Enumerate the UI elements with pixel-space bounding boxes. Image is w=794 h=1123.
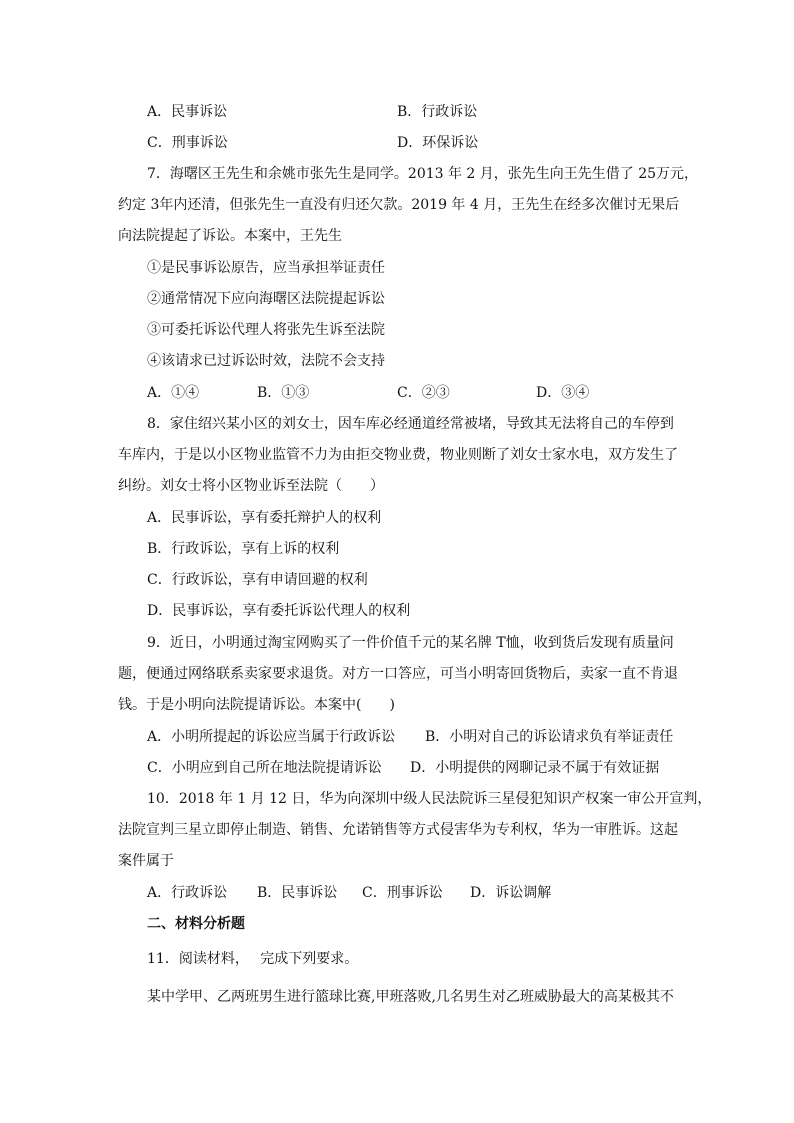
q9-option-c: C．小明应到自己所在地法院提请诉讼 <box>147 760 382 776</box>
q9-option-d: D．小明提供的网聊记录不属于有效证据 <box>410 760 660 776</box>
q10-stem-line: 案件属于 <box>118 853 174 869</box>
q10-stem-line: 法院宣判三星立即停止制造、销售、允诺销售等方式侵害华为专利权，华为一审胜诉。这起 <box>118 822 678 838</box>
q9-option-b: B．小明对自己的诉讼请求负有举证责任 <box>425 729 674 745</box>
q10-option-b: B．民事诉讼 <box>257 885 338 901</box>
q8-stem-line: 8．家住绍兴某小区的刘女士，因车库必经通道经常被堵，导致其无法将自己的车停到 <box>147 416 674 432</box>
q7-stem-line: 向法院提起了诉讼。本案中，王先生 <box>118 228 342 244</box>
q8-option-b: B．行政诉讼，享有上诉的权利 <box>147 541 340 557</box>
q10-option-c: C．刑事诉讼 <box>362 885 443 901</box>
q10-option-a: A．行政诉讼 <box>147 885 228 901</box>
q10-option-d: D．诉讼调解 <box>470 885 552 901</box>
q7-option-a: A．①④ <box>147 385 200 401</box>
q9-stem-line: 题，便通过网络联系卖家要求退货。对方一口答应，可当小明寄回货物后，卖家一直不肯退 <box>118 666 678 682</box>
q6-option-c: C．刑事诉讼 <box>147 135 228 151</box>
q11-material-line: 某中学甲、乙两班男生进行篮球比赛,甲班落败,几名男生对乙班威胁最大的高某极其不 <box>147 989 674 1005</box>
q7-item: ④该请求已过诉讼时效，法院不会支持 <box>147 353 385 369</box>
q7-item: ②通常情况下应向海曙区法院提起诉讼 <box>147 291 385 307</box>
q9-stem-line: 9．近日，小明通过淘宝网购买了一件价值千元的某名牌 T恤，收到货后发现有质量问 <box>147 635 674 651</box>
q9-stem-line: 钱。于是小明向法院提请诉讼。本案中( ) <box>118 697 395 713</box>
q7-option-c: C．②③ <box>397 385 450 401</box>
q10-stem-line: 10．2018 年 1 月 12 日，华为向深圳中级人民法院诉三星侵犯知识产权案一审公开宣判， <box>147 791 712 807</box>
q7-option-b: B．①③ <box>257 385 310 401</box>
q7-option-d: D．③④ <box>536 385 590 401</box>
q8-option-c: C．行政诉讼，享有申请回避的权利 <box>147 572 368 588</box>
q11-prompt: 11．阅读材料， 完成下列要求。 <box>147 951 359 967</box>
q6-option-d: D．环保诉讼 <box>397 135 479 151</box>
q6-option-a: A．民事诉讼 <box>147 104 228 120</box>
q9-option-a: A．小明所提起的诉讼应当属于行政诉讼 <box>147 729 396 745</box>
q7-stem-line: 7．海曙区王先生和余姚市张先生是同学。2013 年 2 月，张先生向王先生借了 25万元， <box>147 166 699 182</box>
section-heading: 二、材料分析题 <box>147 916 245 932</box>
q8-stem-line: 车库内，于是以小区物业监管不力为由拒交物业费，物业则断了刘女士家水电，双方发生了 <box>118 447 678 463</box>
q6-option-b: B．行政诉讼 <box>397 104 478 120</box>
q8-option-a: A．民事诉讼，享有委托辩护人的权利 <box>147 510 382 526</box>
q7-stem-line: 约定 3年内还清，但张先生一直没有归还欠款。2019 年 4 月，王先生在经多次催讨无果后 <box>118 197 680 213</box>
q7-item: ③可委托诉讼代理人将张先生诉至法院 <box>147 322 385 338</box>
q8-stem-line: 纠纷。刘女士将小区物业诉至法院（ ） <box>118 478 384 494</box>
q8-option-d: D．民事诉讼，享有委托诉讼代理人的权利 <box>147 603 411 619</box>
q7-item: ①是民事诉讼原告，应当承担举证责任 <box>147 260 385 276</box>
